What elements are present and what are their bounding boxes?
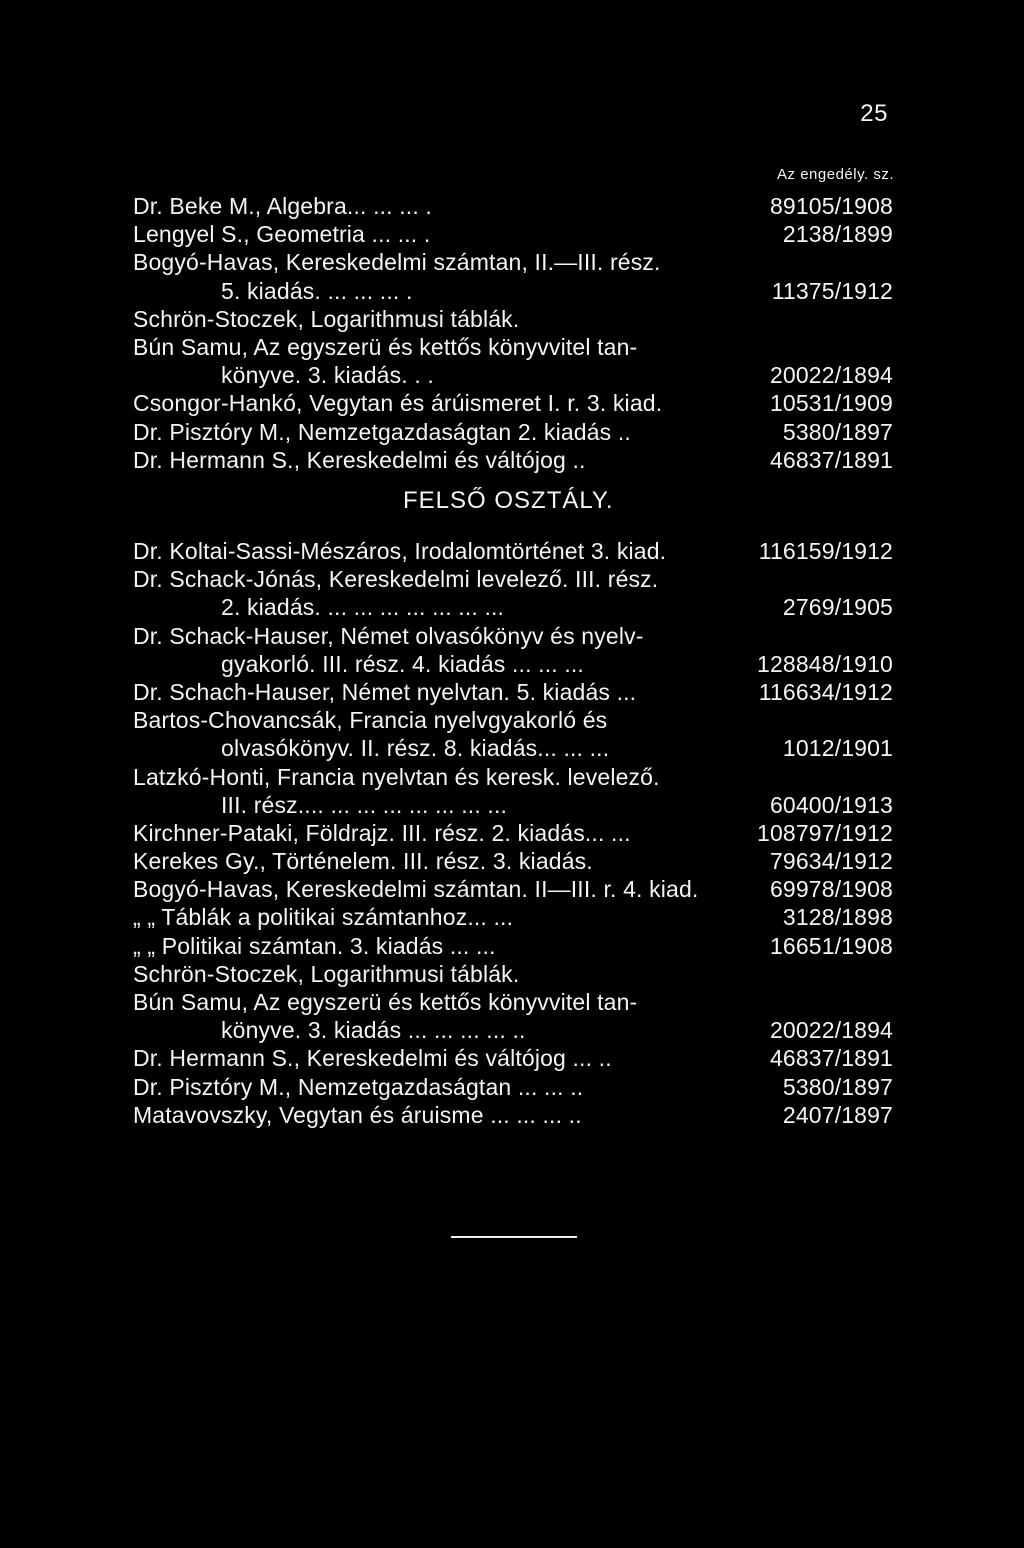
license-number: 46837/1891 [769,446,893,473]
list-item [133,220,893,248]
list-item-title: Csongor-Hankó, Vegytan és árúismeret I. r. 3. kiad. [133,390,663,417]
list-item [133,763,893,791]
list-item [133,1073,893,1101]
list-item-title: 2. kiadás. ... ... ... ... ... ... ... [221,594,505,621]
list-item-title: Bogyó-Havas, Kereskedelmi számtan. II—III. r. 4. kiad. [133,876,699,903]
list-item-title: Dr. Pisztóry M., Nemzetgazdaságtan 2. kiadás .. [133,418,631,445]
list-item-title: „ „ Táblák a politikai számtanhoz... ... [133,904,514,931]
end-rule [451,1236,577,1238]
list-item [133,819,893,847]
list-item-title: Schrön-Stoczek, Logarithmusi táblák. [133,305,520,332]
list-item-title: Kirchner-Pataki, Földrajz. III. rész. 2. kiadás... ... [133,819,631,846]
list-item [133,650,893,678]
book-list-lower-section [133,192,893,474]
list-item-title: 5. kiadás. ... ... ... . [221,277,413,304]
license-number: 20022/1894 [769,1017,893,1044]
list-item-title: Dr. Pisztóry M., Nemzetgazdaságtan ... ... .. [133,1073,584,1100]
license-number: 89105/1908 [769,193,893,219]
list-item-title: Kerekes Gy., Történelem. III. rész. 3. kiadás. [133,848,593,875]
list-item-title: Matavovszky, Vegytan és áruisme ... ... ... .. [133,1101,582,1128]
list-item [133,277,893,305]
license-number: 46837/1891 [769,1045,893,1072]
list-item-title: gyakorló. III. rész. 4. kiadás ... ... ... [221,650,584,677]
list-item [133,248,893,276]
list-item-title: Schrön-Stoczek, Logarithmusi táblák. [133,960,520,987]
list-item-title: Dr. Schack-Jónás, Kereskedelmi levelező. III. rész. [133,566,659,593]
list-item-title: olvasókönyv. II. rész. 8. kiadás... ... ... [221,735,610,762]
license-number: 10531/1909 [769,390,893,417]
list-item [133,389,893,417]
list-item [133,960,893,988]
list-item [133,593,893,621]
list-item [133,1016,893,1044]
list-item [133,678,893,706]
license-number: 79634/1912 [769,848,893,875]
license-number: 60400/1913 [769,791,893,818]
list-item [133,791,893,819]
list-item-title: Lengyel S., Geometria ... ... . [133,221,431,248]
list-item [133,333,893,361]
license-number: 11375/1912 [771,277,893,304]
license-number: 116159/1912 [758,538,893,564]
list-item [133,903,893,931]
list-item-title: Dr. Beke M., Algebra... ... ... . [133,193,432,219]
list-item [133,706,893,734]
list-item [133,734,893,762]
list-item-title: könyve. 3. kiadás. . . [221,362,434,389]
list-item-title: Latzkó-Honti, Francia nyelvtan és keresk. levelező. [133,763,660,790]
license-number: 108797/1912 [757,819,893,846]
page-number: 25 [860,100,888,127]
list-item [133,418,893,446]
license-number: 128848/1910 [757,650,893,677]
list-item [133,565,893,593]
list-item [133,1101,893,1129]
list-item [133,361,893,389]
license-number: 1012/1901 [782,735,893,762]
list-item-title: Dr. Hermann S., Kereskedelmi és váltójog ... .. [133,1045,612,1072]
license-number: 116634/1912 [758,678,893,705]
license-number: 2407/1897 [782,1101,893,1128]
list-item-title: Dr. Schack-Hauser, Német olvasókönyv és nyelv- [133,622,644,649]
list-item [133,192,893,220]
list-item-title: Bartos-Chovancsák, Francia nyelvgyakorló és [133,707,608,734]
section-heading: FELSŐ OSZTÁLY. [403,487,614,514]
list-item [133,875,893,903]
list-item-title: könyve. 3. kiadás ... ... ... ... .. [221,1017,526,1044]
license-number: 69978/1908 [769,876,893,903]
license-number: 20022/1894 [769,362,893,389]
list-item-title: Bún Samu, Az egyszerü és kettős könyvvitel tan- [133,333,638,360]
license-number: 3128/1898 [782,904,893,931]
list-item-title: Dr. Hermann S., Kereskedelmi és váltójog .. [133,446,586,473]
list-item-title: Dr. Koltai-Sassi-Mészáros, Irodalomtörténet 3. kiad. [133,538,667,564]
list-item [133,847,893,875]
column-header: Az engedély. sz. [777,166,894,183]
license-number: 16651/1908 [769,932,893,959]
list-item [133,446,893,474]
license-number: 5380/1897 [782,418,893,445]
list-item-title: Bogyó-Havas, Kereskedelmi számtan, II.—III. rész. [133,249,661,276]
list-item [133,622,893,650]
book-list-upper-section [133,537,893,1129]
list-item [133,988,893,1016]
list-item-title: Bún Samu, Az egyszerü és kettős könyvvitel tan- [133,989,638,1015]
list-item [133,537,893,565]
list-item [133,932,893,960]
license-number: 2138/1899 [782,221,893,248]
list-item [133,305,893,333]
license-number: 5380/1897 [782,1073,893,1100]
list-item-title: „ „ Politikai számtan. 3. kiadás ... ... [133,932,496,959]
list-item-title: Dr. Schach-Hauser, Német nyelvtan. 5. kiadás ... [133,678,637,705]
license-number: 2769/1905 [782,594,893,621]
list-item-title: III. rész.... ... ... ... ... ... ... ... [221,791,508,818]
list-item [133,1044,893,1072]
